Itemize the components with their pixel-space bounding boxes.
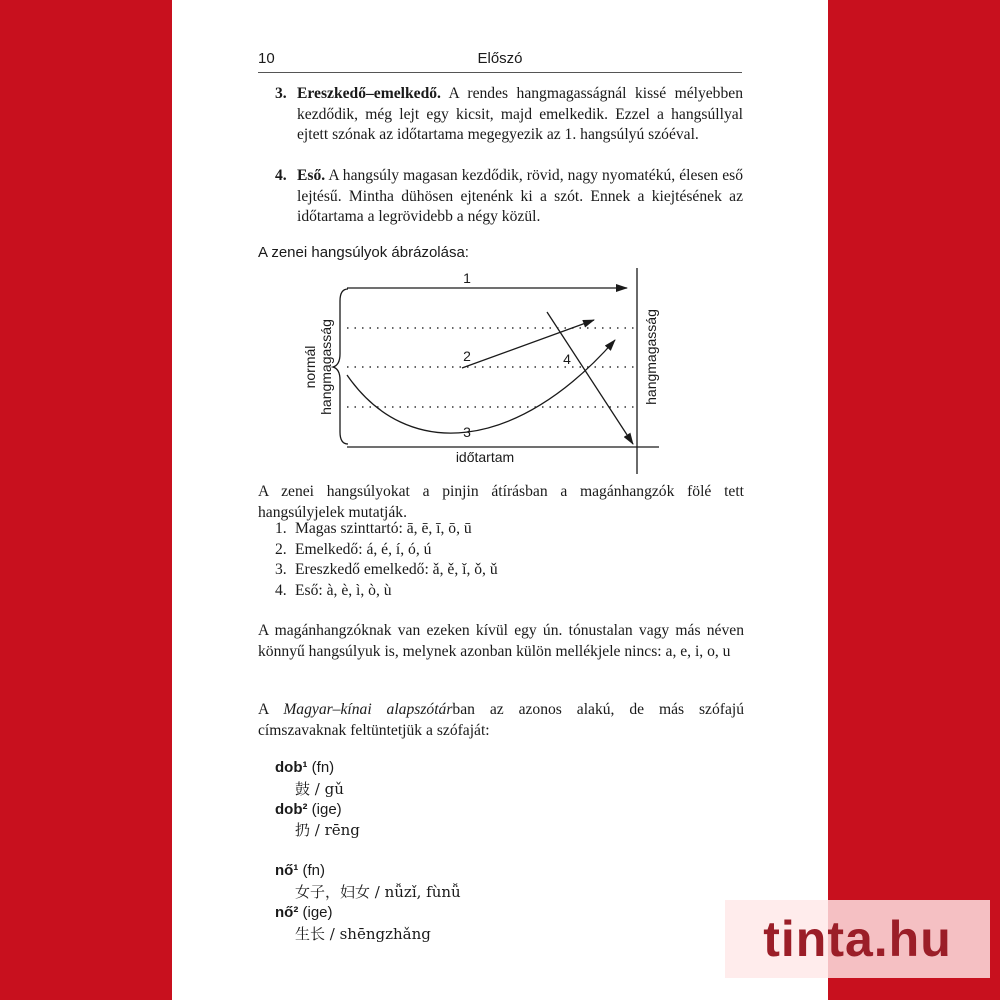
dictionary-entries xyxy=(275,758,461,944)
tone-label-4: 4 xyxy=(563,351,571,367)
entry-headword: nő² (ige) xyxy=(275,903,333,921)
axis-label-right: hangmagasság xyxy=(643,309,659,405)
entry-headword: nő¹ (fn) xyxy=(275,862,325,880)
pinyin-paragraph: A zenei hangsúlyokat a pinjin átírásban a magánhangzók fölé tett hangsúlyjelek mutatják. xyxy=(258,483,744,521)
entry-headword: dob¹ (fn) xyxy=(275,759,335,776)
entry-translation: 鼓 / gǔ xyxy=(295,779,344,798)
entry-translation: 女子，妇女 / nǚzǐ, fùnǚ xyxy=(295,882,461,901)
tone-diagram xyxy=(297,262,797,477)
brace xyxy=(333,289,348,444)
item-term: Ereszkedő–emelkedő. xyxy=(297,85,441,102)
item-text: A rendes hangmagasságnál kissé mélyebben kezdődik, még lejt egy kicsit, majd emelkedik. Ezzel a hangsúllyal ejtett szónak az időtartama megegyezik az 1. hangsúlyú szóéval. xyxy=(297,85,743,144)
list-item-3 xyxy=(275,84,743,146)
neutral-tone-paragraph: A magánhangzóknak van ezeken kívül egy ún. tónustalan vagy más néven könnyű hangsúlyuk is, melynek azonban külön mellékjele nincs: a, e, i, o, u xyxy=(258,622,744,660)
list-item: 3. Ereszkedő emelkedő: ǎ, ě, ǐ, ǒ, ǔ xyxy=(275,561,498,579)
entry-translation: 扔 / rēng xyxy=(295,821,360,840)
page-header xyxy=(258,50,742,72)
header-rule xyxy=(258,72,742,73)
item-number: 3. xyxy=(275,85,287,102)
item-number: 4. xyxy=(275,167,287,184)
entry-translation: 生长 / shēngzhǎng xyxy=(295,924,431,943)
page-title: Előszó xyxy=(477,50,523,67)
list-item: 2. Emelkedő: á, é, í, ó, ú xyxy=(275,540,432,558)
axis-label-left-pitch: hangmagasság xyxy=(318,319,334,415)
axis-label-left-normal: normál xyxy=(302,345,318,389)
tone-label-2: 2 xyxy=(463,348,471,364)
book-page xyxy=(172,0,828,1000)
tone-list xyxy=(275,519,498,601)
dictionary-paragraph: A Magyar–kínai alapszótárban az azonos alakú, de más szófajú címszavaknak feltüntetjük a szófaját: xyxy=(258,701,744,739)
tone-4-arrow xyxy=(547,312,633,444)
list-item-4 xyxy=(275,166,743,228)
axis-label-bottom: időtartam xyxy=(455,449,515,465)
entry-headword: dob² (ige) xyxy=(275,800,342,818)
page-number: 10 xyxy=(258,50,275,67)
item-text: A hangsúly magasan kezdődik, rövid, nagy nyomatékú, élesen eső lejtésű. Mintha dühösen ejtenénk ki a szót. Ennek a kiejtésének az időtartama a legrövidebb a négy közül. xyxy=(297,167,743,226)
watermark-logo: tinta.hu xyxy=(725,900,990,978)
book-title: Magyar–kínai alapszótár xyxy=(283,701,453,718)
diagram-intro: A zenei hangsúlyok ábrázolása: xyxy=(258,244,469,261)
list-item: 4. Eső: à, è, ì, ò, ù xyxy=(275,581,392,599)
tone-label-3: 3 xyxy=(463,424,471,440)
item-term: Eső. xyxy=(297,167,326,184)
list-item: 1. Magas szinttartó: ā, ē, ī, ō, ū xyxy=(275,520,472,537)
tone-label-1: 1 xyxy=(463,270,471,286)
